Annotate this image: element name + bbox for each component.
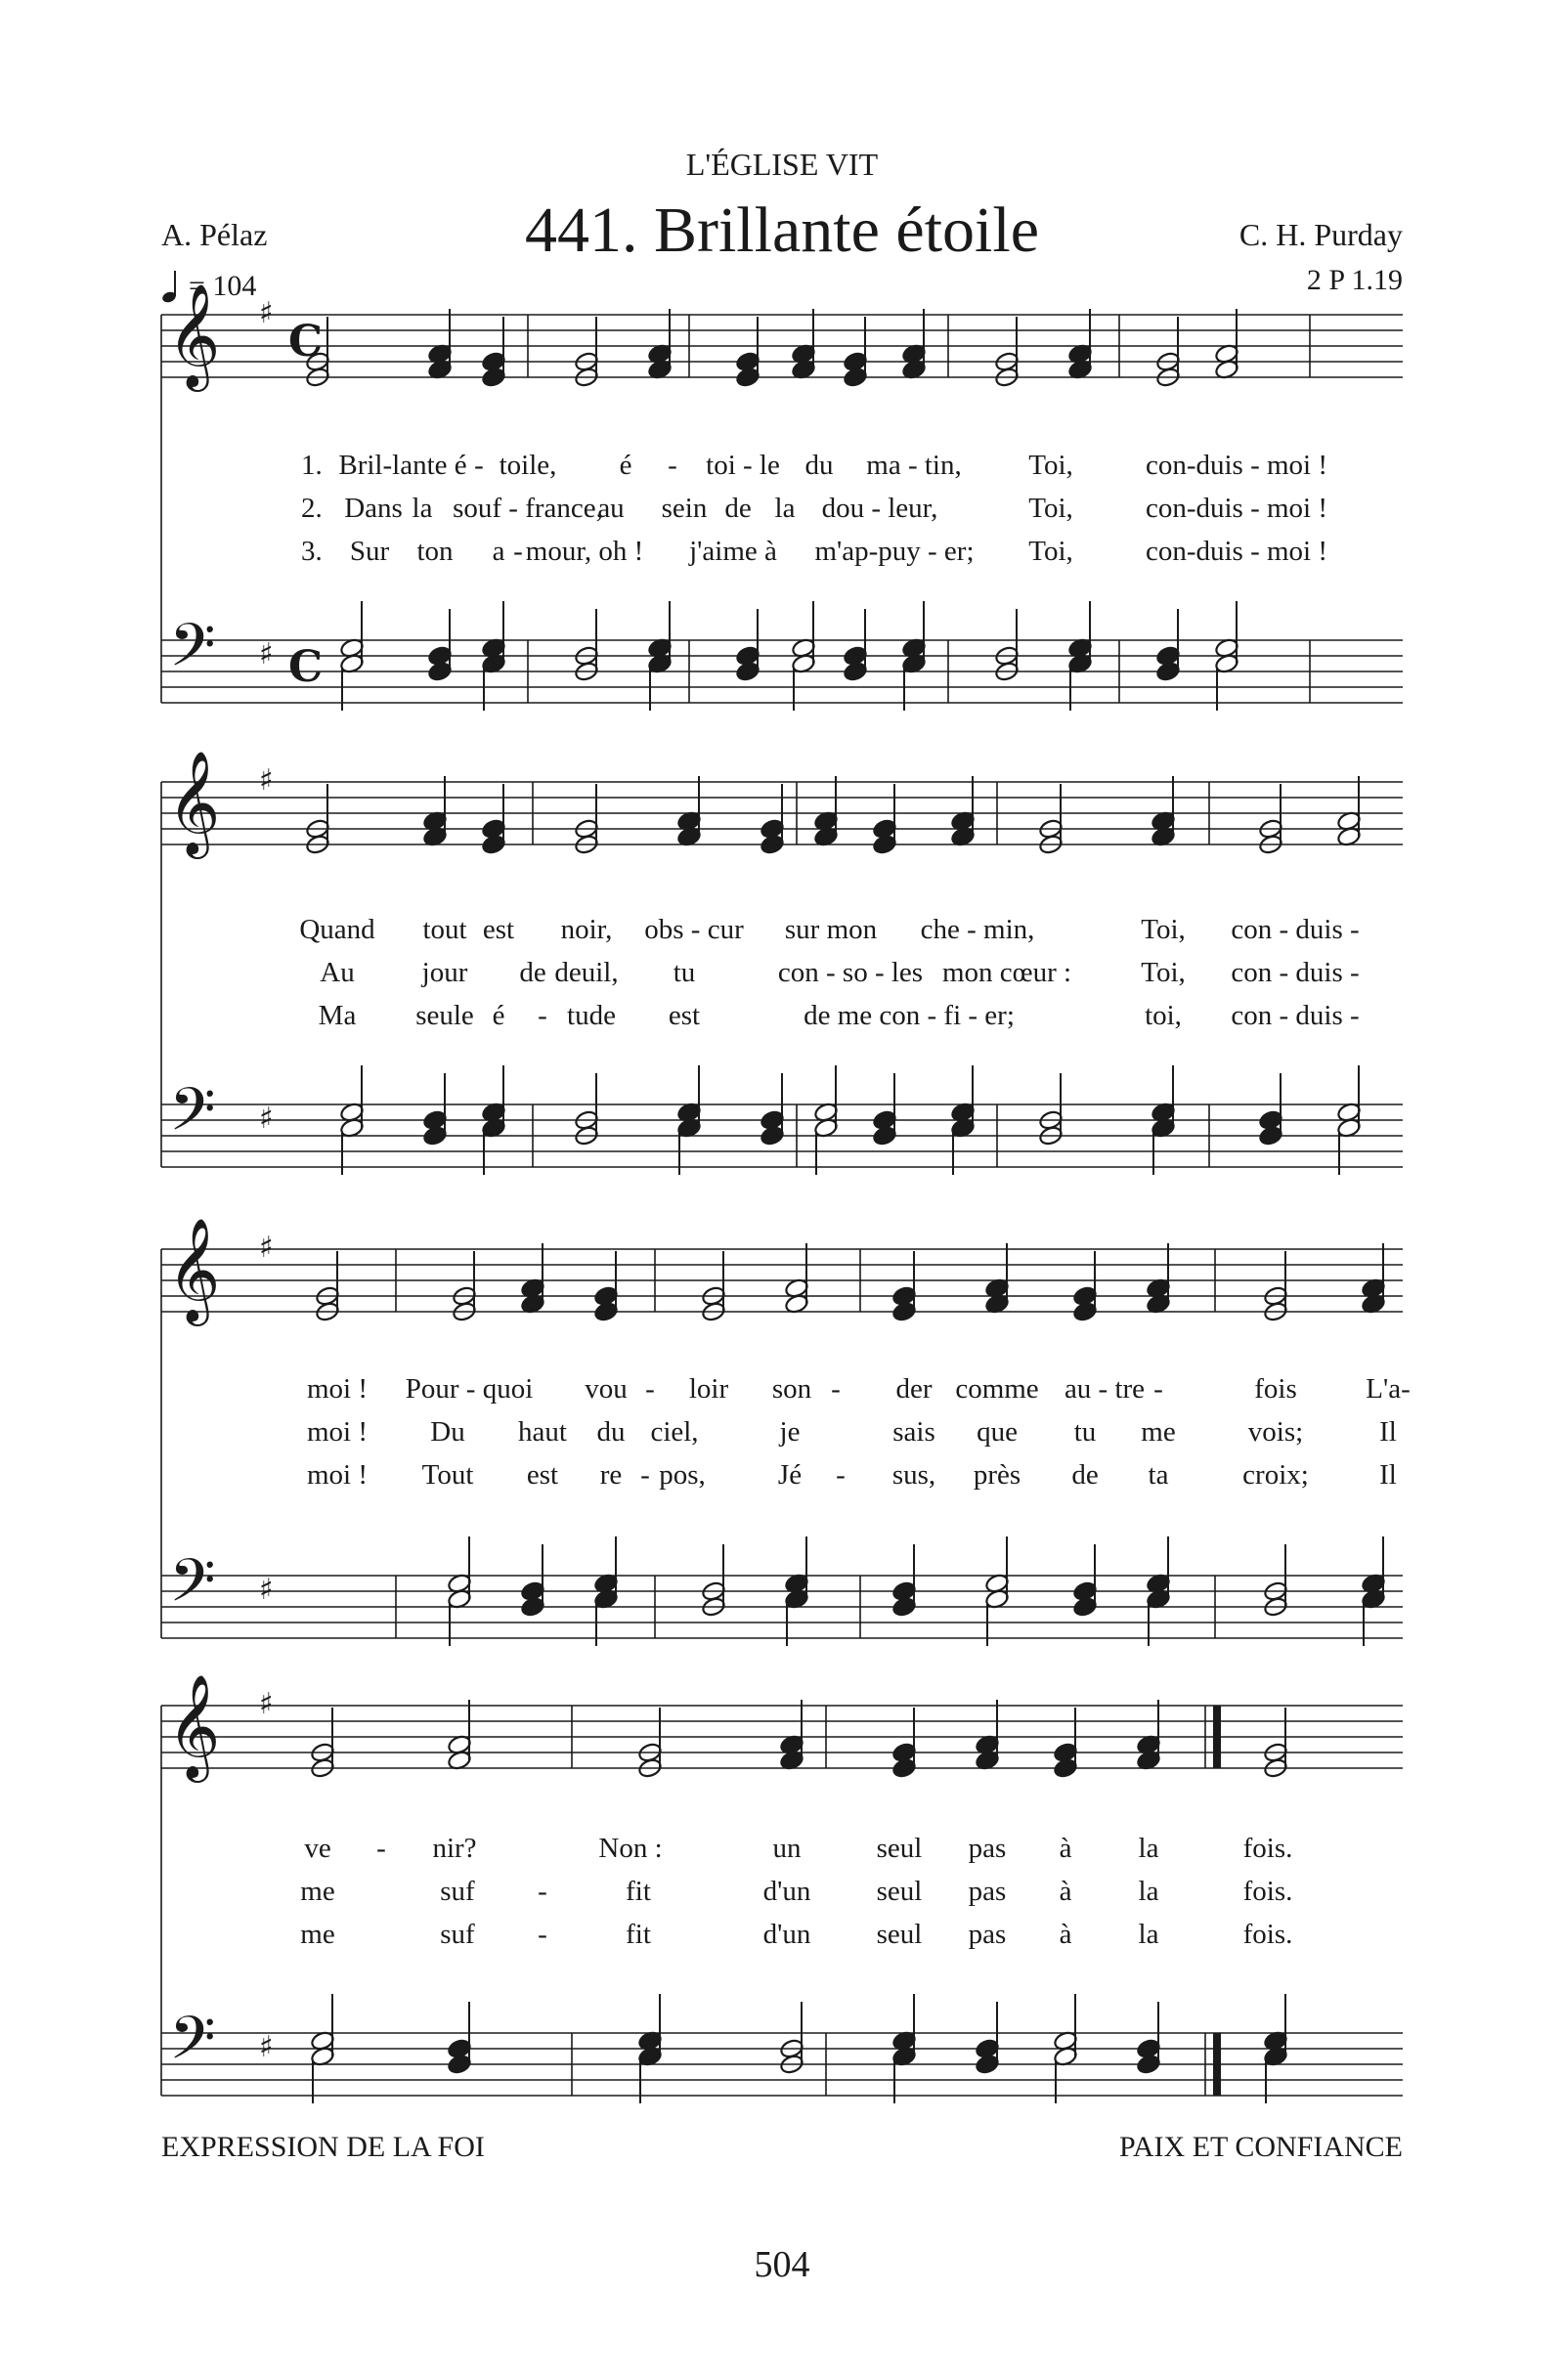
lyric-line [0,1876,1564,1915]
lyric-syllable: deuil, [554,957,619,988]
sharp-icon: ♯ [259,637,274,671]
lyric-syllable: sais [892,1416,935,1448]
lyric-syllable: j'aime à [689,536,777,567]
lyric-line [0,1000,1564,1039]
lyric-syllable: - [640,1459,650,1491]
lyric-line [0,536,1564,575]
lyric-syllable: noir, [560,914,613,945]
lyric-syllable: loir [688,1373,729,1405]
lyric-syllable: fois. [1242,1919,1293,1950]
treble-clef-icon: 𝄞 [167,1217,221,1321]
lyric-syllable: du [596,1416,626,1448]
lyric-syllable: d'un [762,1876,811,1907]
lyric-line [0,1416,1564,1455]
lyric-syllable: fois. [1242,1833,1293,1864]
lyric-syllable: - [538,1000,547,1031]
treble-clef-icon: 𝄞 [167,282,221,387]
sharp-icon: ♯ [259,763,274,798]
scripture-reference: 2 P 1.19 [1306,264,1403,296]
lyric-syllable: me [1141,1416,1176,1448]
lyric-line [0,1833,1564,1872]
footer-category: EXPRESSION DE LA FOI [161,2131,485,2163]
lyric-syllable: tout [422,914,467,945]
lyric-syllable: comme [955,1373,1039,1405]
lyric-syllable: Toi, [1141,914,1186,945]
lyric-syllable: - [1153,1373,1163,1405]
lyric-syllable: dou - leur, [821,493,938,524]
lyric-syllable: d'un [762,1919,811,1950]
lyric-syllable: est [668,1000,701,1031]
lyric-syllable: - [645,1373,655,1405]
lyric-syllable: Non : [598,1833,663,1864]
lyric-syllable: son [771,1373,812,1405]
lyric-syllable: vois; [1247,1416,1304,1448]
lyric-syllable: nir? [432,1833,477,1864]
sharp-icon: ♯ [259,2030,274,2064]
lyric-syllable: con - duis - [1231,914,1360,945]
lyric-syllable: au - tre [1064,1373,1146,1405]
lyric-syllable: de me con - fi - er; [804,1000,1015,1031]
lyric-syllable: mour, oh ! [525,536,644,567]
lyric-syllable: mon cœur : [941,957,1072,988]
lyric-syllable: Toi, [1028,493,1073,524]
lyric-syllable: Toi, [1028,450,1073,481]
lyric-syllable: que [977,1416,1018,1448]
lyric-syllable: con-duis - moi ! [1145,493,1328,524]
lyric-syllable: est [482,914,515,945]
lyric-syllable: pas [968,1833,1007,1864]
lyric-syllable: souf - france, [453,493,603,524]
lyric-syllable: moi ! [306,1459,369,1491]
lyric-syllable: con - duis - [1231,957,1360,988]
lyric-syllable: - [474,450,484,481]
final-barline [1213,2033,1221,2096]
lyric-syllable: suf [440,1919,475,1950]
lyric-syllable: - [513,536,523,567]
lyric-syllable: à [1059,1876,1072,1907]
treble-clef-icon: 𝄞 [167,1673,221,1778]
lyric-syllable: de [1071,1459,1099,1491]
lyric-syllable: suf [440,1876,475,1907]
lyric-line [0,493,1564,532]
lyric-syllable: m'ap-puy - er; [814,536,975,567]
lyric-syllable: Dans [344,493,403,524]
bass-clef-icon: 𝄢 [169,1075,216,1159]
lyric-syllable: pas [968,1919,1007,1950]
lyric-syllable: Toi, [1028,536,1073,567]
lyric-syllable: - [538,1919,547,1950]
lyric-syllable: Tout [421,1459,474,1491]
lyric-line [0,1373,1564,1412]
lyric-syllable: a [492,536,505,567]
lyric-syllable: au [597,493,625,524]
common-time-icon: C [288,317,324,367]
lyric-syllable: re [599,1459,623,1491]
lyric-syllable: ton [416,536,454,567]
lyric-syllable: - [538,1876,547,1907]
section-heading: L'ÉGLISE VIT [685,147,879,182]
lyric-syllable: é [619,450,632,481]
treble-clef-icon: 𝄞 [167,750,221,854]
lyric-syllable: la [1138,1833,1159,1864]
lyric-syllable: la [412,493,433,524]
lyric-syllable: - [831,1373,841,1405]
lyric-syllable: der [895,1373,933,1405]
lyric-syllable: je [779,1416,801,1448]
lyric-syllable: seul [876,1876,923,1907]
lyric-syllable: - [376,1833,386,1864]
lyric-syllable: toi - le [706,450,780,481]
lyric-syllable: haut [518,1416,567,1448]
lyric-syllable: seule [415,1000,474,1031]
lyric-syllable: la [1138,1919,1159,1950]
final-barline [1213,1706,1221,1768]
lyric-syllable: fois. [1242,1876,1293,1907]
lyric-syllable: toile, [499,450,557,481]
common-time-icon: C [288,642,324,692]
bass-clef-icon: 𝄢 [169,2004,216,2088]
lyric-syllable: pos, [659,1459,706,1491]
page-number: 504 [754,2244,810,2285]
sharp-icon: ♯ [259,1573,274,1607]
lyric-syllable: fois [1254,1373,1297,1405]
lyric-syllable: à [1059,1833,1072,1864]
lyric-syllable: che - min, [920,914,1035,945]
lyric-syllable: con - so - les [777,957,924,988]
lyric-syllable: Toi, [1141,957,1186,988]
lyric-syllable: con-duis - moi ! [1145,450,1328,481]
bass-clef-icon: 𝄢 [169,1546,216,1630]
lyric-syllable: jour [421,957,468,988]
lyric-syllable: L'a- [1366,1373,1411,1405]
lyric-syllable: - [668,450,677,481]
bass-clef-icon: 𝄢 [169,611,216,695]
sharp-icon: ♯ [259,1687,274,1721]
lyric-syllable: fit [626,1919,651,1950]
lyric-syllable: Bril-lante é [338,450,467,481]
lyric-syllable: ma - tin, [866,450,962,481]
sharp-icon: ♯ [259,296,274,330]
lyric-syllable: Du [430,1416,465,1448]
lyric-syllable: près [973,1459,1021,1491]
lyric-syllable: pas [968,1876,1007,1907]
lyric-syllable: moi ! [306,1373,369,1405]
lyric-line [0,450,1564,489]
lyric-syllable: tude [567,1000,616,1031]
lyric-syllable: fit [626,1876,651,1907]
lyric-syllable: ta [1148,1459,1169,1491]
lyric-syllable: Il [1379,1416,1397,1448]
footer-subcategory: PAIX ET CONFIANCE [1118,2131,1403,2163]
lyric-syllable: de [519,957,546,988]
lyric-syllable: Il [1379,1459,1397,1491]
lyric-syllable: obs - cur [644,914,744,945]
lyric-syllable: la [774,493,796,524]
lyric-syllable: 2. [301,493,323,524]
lyric-syllable: con-duis - moi ! [1145,536,1328,567]
lyric-syllable: la [1138,1876,1159,1907]
lyric-syllable: croix; [1242,1459,1309,1491]
lyric-syllable: Sur [349,536,390,567]
lyric-syllable: sein [661,493,708,524]
lyric-syllable: me [300,1876,335,1907]
lyricist-credit: A. Pélaz [161,217,268,252]
lyric-syllable: tu [1073,1416,1097,1448]
lyric-syllable: con - duis - [1231,1000,1360,1031]
lyric-syllable: é [492,1000,505,1031]
lyric-syllable: sur mon [784,914,878,945]
lyric-syllable: tu [673,957,696,988]
lyric-syllable: me [300,1919,335,1950]
lyric-syllable: un [772,1833,802,1864]
lyric-syllable: toi, [1145,1000,1182,1031]
lyric-syllable: seul [876,1919,923,1950]
lyric-syllable: à [1059,1919,1072,1950]
sharp-icon: ♯ [259,1231,274,1265]
lyric-syllable: ve [304,1833,331,1864]
lyric-syllable: Ma [318,1000,357,1031]
lyric-syllable: 3. [301,536,323,567]
tempo-value: = 104 [189,270,257,302]
lyric-syllable: est [526,1459,559,1491]
sharp-icon: ♯ [259,1102,274,1136]
lyric-syllable: Pour - quoi [405,1373,534,1405]
lyric-line [0,1459,1564,1498]
lyric-syllable: Jé [777,1459,803,1491]
lyric-syllable: moi ! [306,1416,369,1448]
lyric-syllable: seul [876,1833,923,1864]
composer-credit: C. H. Purday [1238,217,1403,252]
lyric-syllable: Quand [299,914,375,945]
lyric-line [0,1919,1564,1958]
hymn-title: 441. Brillante étoile [524,195,1040,266]
lyric-syllable: Au [320,957,355,988]
lyric-syllable: - [836,1459,846,1491]
lyric-line [0,957,1564,996]
lyric-syllable: vou [585,1373,628,1405]
lyric-syllable: sus, [891,1459,936,1491]
lyric-syllable: du [804,450,834,481]
lyric-line [0,914,1564,953]
lyric-syllable: ciel, [650,1416,699,1448]
lyric-syllable: 1. [301,450,323,481]
lyric-syllable: de [724,493,752,524]
